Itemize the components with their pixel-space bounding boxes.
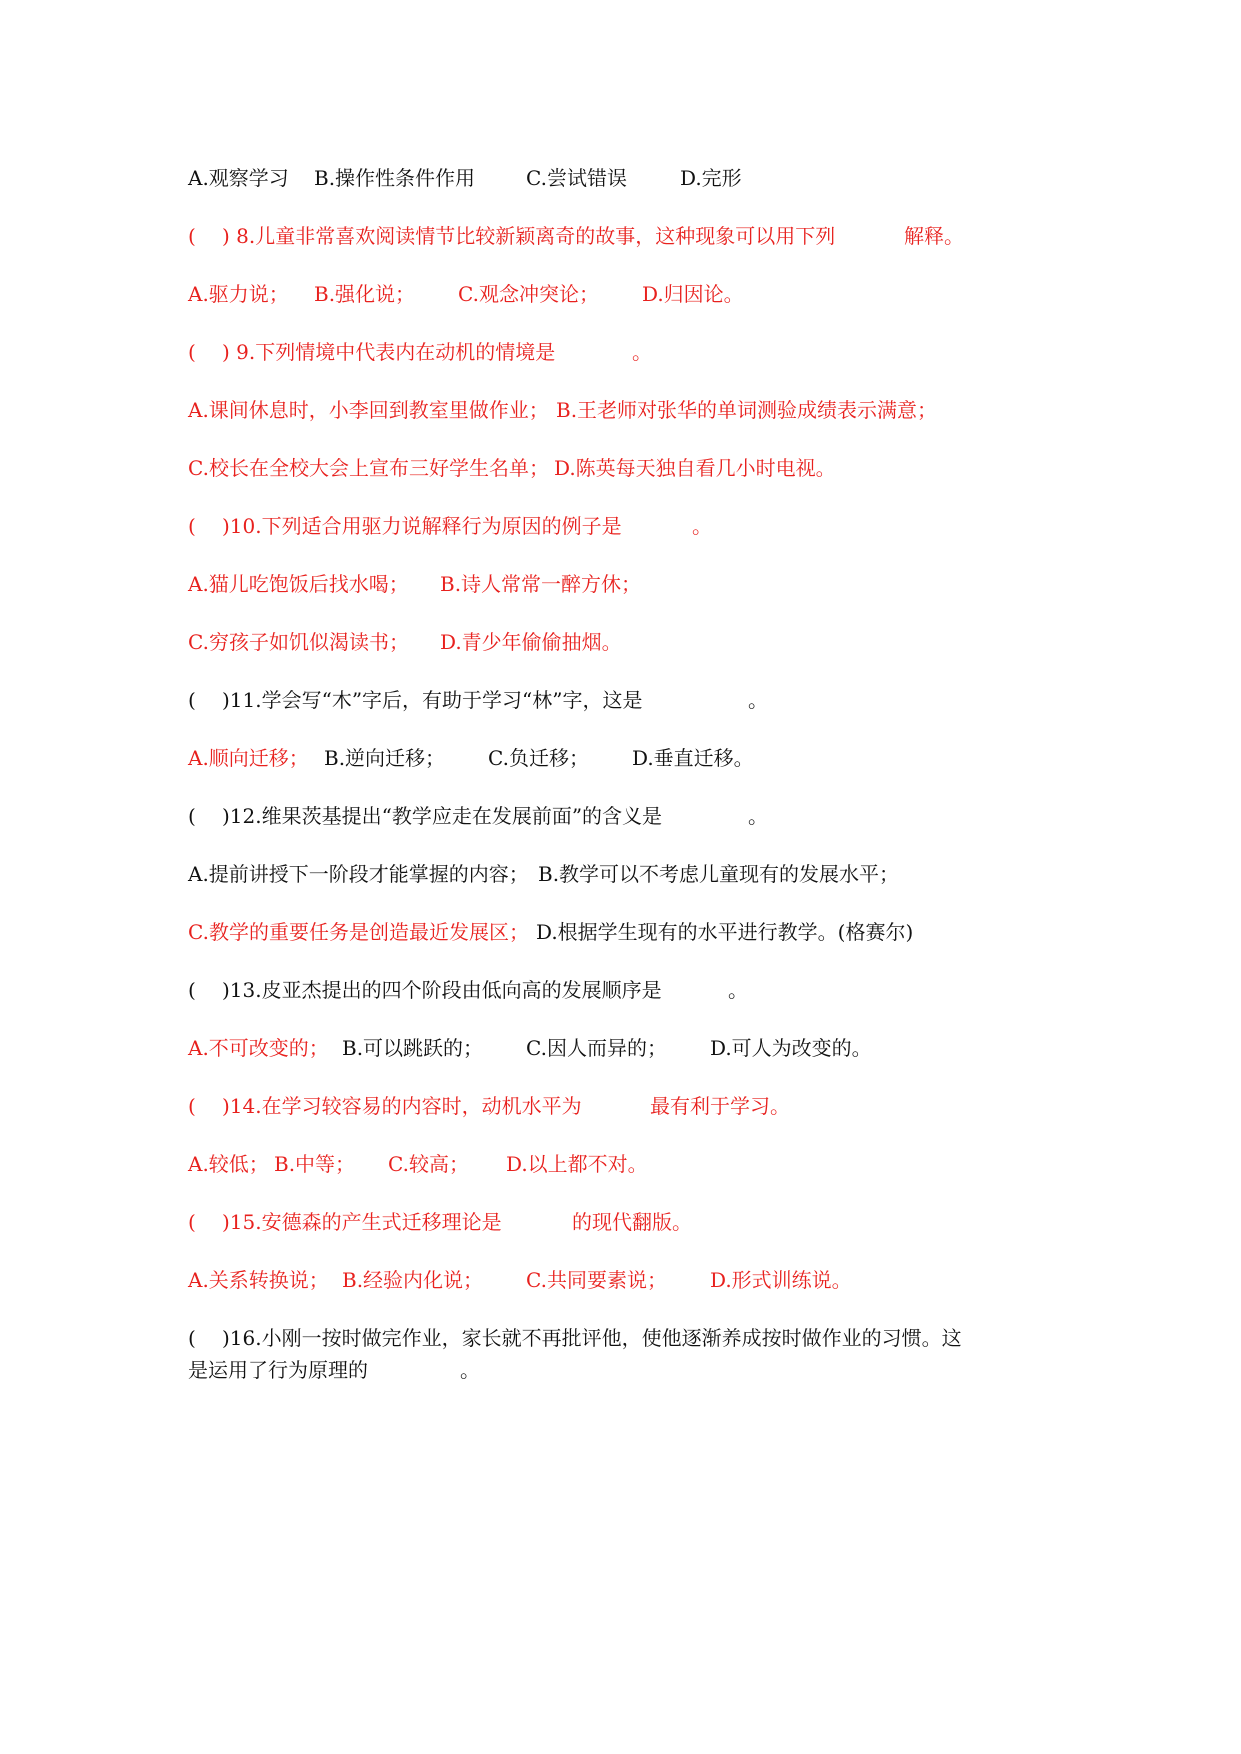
option-c: C.共同要素说； [526,1268,667,1292]
option-a: A.课间休息时，小李回到教室里做作业； [188,398,549,422]
option-c: C.因人而异的； [526,1036,667,1060]
question-text: ) 9.下列情境中代表内在动机的情境是 [222,340,556,364]
option-a: A.猫儿吃饱饭后找水喝； [188,572,409,596]
option-d: D.形式训练说。 [710,1268,852,1292]
option-b: B.操作性条件作用 [314,166,476,190]
question-text: )11.学会写“木”字后，有助于学习“林”字，这是 [222,688,643,712]
answer-paren: ( [188,688,196,712]
question-tail: 。 [632,340,652,364]
question-text: )13.皮亚杰提出的四个阶段由低向高的发展顺序是 [222,978,662,1002]
option-d: D.完形 [680,166,742,190]
option-c: C.较高； [388,1152,469,1176]
option-d: D.陈英每天独自看几小时电视。 [554,456,836,480]
question-tail: 解释。 [904,224,964,248]
answer-paren: ( [188,514,196,538]
option-c: C.负迁移； [488,746,589,770]
option-a: A.提前讲授下一阶段才能掌握的内容； [188,862,529,886]
option-d: D.可人为改变的。 [710,1036,872,1060]
option-b: B.经验内化说； [342,1268,484,1292]
option-d: D.垂直迁移。 [632,746,754,770]
option-c: C.校长在全校大会上宣布三好学生名单； [188,456,549,480]
option-b: B.中等； [274,1152,356,1176]
option-b: B.强化说； [314,282,416,306]
option-b: B.诗人常常一醉方休； [440,572,642,596]
question-tail: 。 [460,1358,480,1382]
question-text: )16.小刚一按时做完作业，家长就不再批评他，使他逐渐养成按时做作业的习惯。这 [222,1326,962,1350]
answer-paren: ( [188,1326,196,1350]
option-d: D.青少年偷偷抽烟。 [440,630,622,654]
answer-paren: ( [188,224,196,248]
option-c: C.尝试错误 [526,166,627,190]
option-c: C.穷孩子如饥似渴读书； [188,630,409,654]
option-a: A.关系转换说； [188,1268,329,1292]
answer-paren: ( [188,804,196,828]
question-tail: 。 [728,978,748,1002]
question-text: )14.在学习较容易的内容时，动机水平为 [222,1094,582,1118]
question-text: ) 8.儿童非常喜欢阅读情节比较新颖离奇的故事，这种现象可以用下列 [222,224,836,248]
option-d: D.根据学生现有的水平进行教学。(格赛尔) [536,920,914,944]
question-text: )15.安德森的产生式迁移理论是 [222,1210,502,1234]
option-b: B.可以跳跃的； [342,1036,484,1060]
option-c: C.教学的重要任务是创造最近发展区； [188,920,529,944]
option-d: D.以上都不对。 [506,1152,648,1176]
question-tail: 。 [748,804,768,828]
option-a: A.观察学习 [188,166,289,190]
question-tail: 。 [692,514,712,538]
option-a: A.顺向迁移； [188,746,309,770]
question-tail: 最有利于学习。 [650,1094,790,1118]
option-b: B.逆向迁移； [324,746,446,770]
option-a: A.不可改变的； [188,1036,329,1060]
question-tail: 的现代翻版。 [572,1210,692,1234]
question-text: )10.下列适合用驱力说解释行为原因的例子是 [222,514,622,538]
question-text: )12.维果茨基提出“教学应走在发展前面”的含义是 [222,804,663,828]
question-text-continued: 是运用了行为原理的 [188,1358,368,1382]
option-a: A.较低； [188,1152,269,1176]
answer-paren: ( [188,340,196,364]
answer-paren: ( [188,1210,196,1234]
answer-paren: ( [188,978,196,1002]
answer-paren: ( [188,1094,196,1118]
option-c: C.观念冲突论； [458,282,599,306]
question-tail: 。 [748,688,768,712]
option-d: D.归因论。 [642,282,744,306]
option-b: B.王老师对张华的单词测验成绩表示满意； [556,398,938,422]
option-a: A.驱力说； [188,282,289,306]
option-b: B.教学可以不考虑儿童现有的发展水平； [538,862,900,886]
